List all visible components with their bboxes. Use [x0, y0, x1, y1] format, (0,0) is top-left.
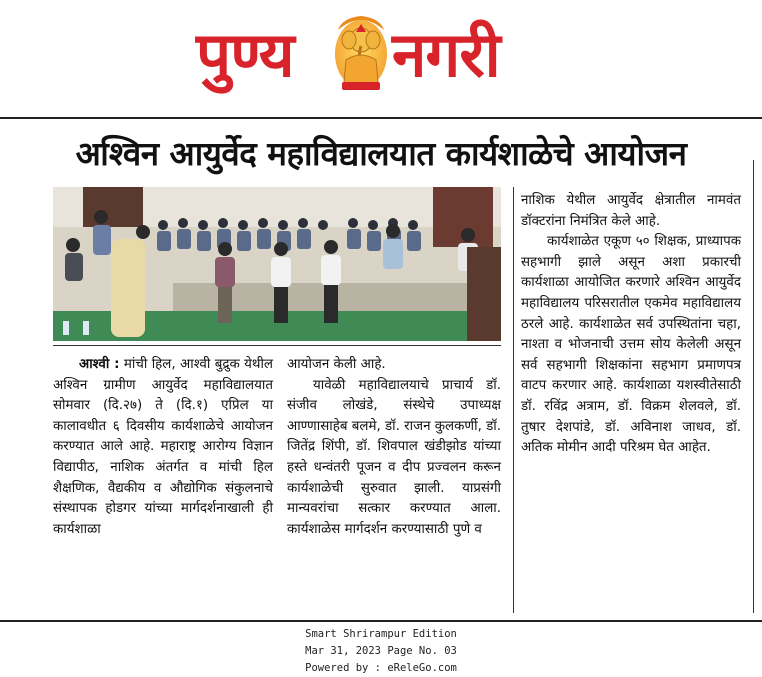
article-column-1 — [53, 355, 273, 540]
column-divider — [513, 187, 514, 613]
masthead-name-right: नगरी — [392, 18, 500, 91]
masthead-name-left: पुण्य — [196, 18, 294, 91]
edition-footer — [0, 626, 762, 677]
ganesh-logo-icon — [330, 10, 392, 94]
article-col1-text: मांची हिल, आश्वी बुद्रुक येथील अश्विन ग्रामीण आयुर्वेद महाविद्यालयात सोमवार (दि.२७) ते (दि.१) एप्रिल या कालावधीत ६ दिवसीय कार्यशाळेचे आयोजन करण्यात आले आहे. महाराष्ट्र आरोग्य विज्ञान विद्यापीठ, नाशिक अंतर्गत व मांची हिल शैक्षणिक, वैद्यकीय व औद्योगिक संकुलनाचे संस्थापक होडगर यांच्या मार्गदर्शनाखाली ही कार्यशाळा — [53, 357, 273, 537]
article-col3-p1: नाशिक येथील आयुर्वेद क्षेत्रातील नामवंत डॉक्टरांना निमंत्रित केले आहे. — [521, 193, 741, 229]
footer-divider — [0, 620, 762, 622]
masthead-divider — [0, 117, 762, 119]
event-photo — [53, 187, 501, 341]
right-border — [753, 160, 754, 613]
footer-date-page: Mar 31, 2023 Page No. 03 — [305, 645, 457, 657]
footer-edition: Smart Shrirampur Edition — [305, 628, 457, 640]
article-headline: अश्विन आयुर्वेद महाविद्यालयात कार्यशाळेचे आयोजन — [75, 134, 687, 173]
article-dateline: आश्वी : — [79, 357, 120, 372]
photo-divider — [53, 345, 501, 346]
article-col2-p2: यावेळी महाविद्यालयाचे प्राचार्य डॉ. संजीव लोखंडे, संस्थेचे उपाध्यक्ष आण्णासाहेब बलमे, डॉ. राजन कुलकर्णी, डॉ. जितेंद्र शिंपी, डॉ. शिवपाल खंडीझोड यांच्या हस्ते धन्वंतरी पूजन व दीप प्रज्वलन करून कार्यशाळेची सुरुवात झाली. याप्रसंगी मान्यवरांचा सत्कार करण्यात आला. कार्यशाळेस मार्गदर्शन करण्यासाठी पुणे व — [287, 377, 501, 537]
footer-powered-by[interactable]: Powered by : eReleGo.com — [305, 662, 457, 674]
article-column-2 — [287, 355, 501, 540]
article-col2-p1: आयोजन केली आहे. — [287, 357, 386, 372]
masthead — [0, 0, 762, 116]
article-col3-p2: कार्यशाळेत एकूण ५० शिक्षक, प्राध्यापक सहभागी झाले असून अशा प्रकारची कार्यशाळा आयोजित करणारे अश्विन आयुर्वेद महाविद्यालय परिसरातील एकमेव महाविद्यालय ठरले आहे. कार्यशाळेत सर्व उपस्थितांना चहा, नाश्ता व भोजनाची उत्तम सोय केलेली असून सर्व सहभागी शिक्षकांना सहभाग प्रमाणपत्र वाटप करणार आहे. कार्यशाळा यशस्वीतेसाठी डॉ. रविंद्र अत्राम, डॉ. विक्रम शेलवले, डॉ. तुषार देशपांडे, डॉ. अविनाश जाधव, डॉ. अतिक मोमीन आदी परिश्रम घेत आहेत. — [521, 234, 741, 456]
article-column-3 — [521, 191, 741, 459]
